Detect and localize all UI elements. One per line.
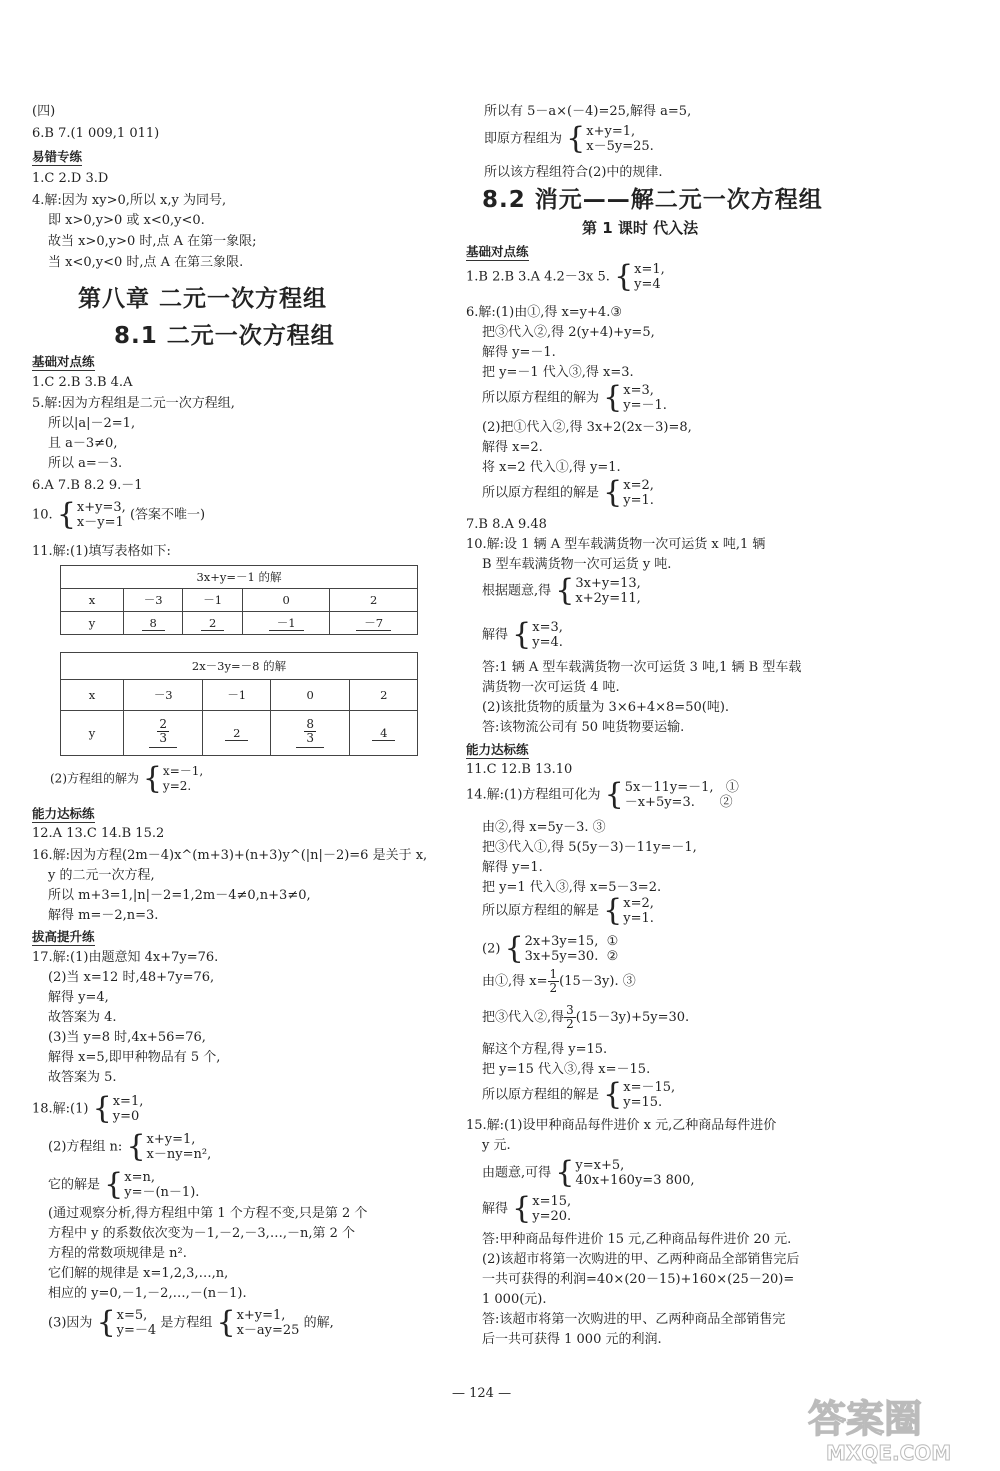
table-cell: －7 — [330, 612, 418, 635]
text: 14.解:(1)方程组可化为 — [466, 787, 601, 803]
watermark-logo — [806, 1392, 992, 1466]
answer-line — [482, 617, 563, 652]
answer-line: B 型车载满货物一次可运货 y 吨. — [482, 557, 672, 572]
answer-line: 相应的 y=0,－1,－2,…,－(n－1). — [48, 1286, 247, 1301]
answer-line: 把③代入②,得 2(y+4)+y=5, — [482, 325, 655, 340]
table-title: 3x+y=－1 的解 — [61, 566, 418, 589]
table-cell: 0 — [270, 680, 349, 711]
table-cell: －1 — [242, 612, 330, 635]
answer-line: 解得 m=－2,n=3. — [48, 908, 159, 923]
answer-line: 把 y=1 代入③,得 x=5－3=2. — [482, 880, 662, 895]
answer-line: 17.解:(1)由题意知 4x+7y=76. — [32, 950, 219, 965]
answer-line — [50, 761, 204, 796]
answer-line: 故当 x>0,y>0 时,点 A 在第一象限; — [48, 234, 257, 249]
answer-line — [482, 573, 641, 608]
table-cell: 8 — [124, 612, 183, 635]
table-cell: －1 — [183, 589, 242, 612]
answer-line: 它们解的规律是 x=1,2,3,…,n, — [48, 1266, 229, 1281]
equation-system: { x+y=1, x－ay=25 — [216, 1305, 300, 1340]
answer-line: 6.解:(1)由①,得 x=y+4.③ — [466, 305, 622, 320]
fraction: $\frac{3}{2}$ — [566, 1003, 574, 1031]
answer-line — [48, 1167, 200, 1202]
answer-line: 4.解:因为 xy>0,所以 x,y 为同号, — [32, 193, 227, 208]
table-cell: 0 — [242, 589, 330, 612]
section-heading: 基础对点练 — [466, 244, 529, 259]
answer-line: 16.解:因为方程(2m－4)x^(m+3)+(n+3)y^(|n|－2)=6 是关于 x, — [32, 848, 428, 863]
text: 把③代入②,得 — [482, 1010, 565, 1025]
table-cell: $\frac{2}{3}$ — [124, 711, 203, 756]
answer-line: (2)把①代入②,得 3x+2(2x－3)=8, — [482, 420, 692, 435]
equation: x+y=3, — [76, 500, 126, 515]
equation-system: { x+y=1, x－5y=25. — [566, 121, 654, 156]
page-number: — 124 — — [452, 1386, 512, 1401]
solution-table-2 — [60, 652, 418, 756]
text: 由①,得 x= — [482, 974, 548, 989]
section-label: (四) — [32, 104, 56, 119]
answer-line: 故答案为 4. — [48, 1010, 117, 1025]
table-header: x — [61, 680, 124, 711]
answer-line — [482, 1077, 676, 1112]
equation-system: { x=－1, y=2. — [142, 761, 204, 796]
equation-system: { x=3, y=4. — [512, 617, 563, 652]
answer-line: 解得 y=1. — [482, 860, 543, 875]
answer-line — [482, 968, 636, 996]
text: 的解, — [303, 1315, 334, 1331]
answer-line: 方程的常数项规律是 n². — [48, 1246, 187, 1261]
equation-system: { x=1, y=4 — [614, 259, 665, 294]
text: 根据题意,得 — [482, 583, 552, 599]
equation-system: { x=15, y=20. — [512, 1191, 572, 1226]
watermark-url: MXQE.COM — [826, 1441, 952, 1465]
answer-line: 1.C 2.B 3.B 4.A — [32, 375, 133, 390]
answer-line: (2)当 x=12 时,48+7y=76, — [48, 970, 215, 985]
section-title: 8.1 二元一次方程组 — [114, 323, 335, 349]
answer-line — [482, 380, 667, 415]
answer-line: 解得 x=2. — [482, 440, 543, 455]
table-header: y — [61, 711, 124, 756]
answer-line: 一共可获得的利润=40×(20－15)+160×(25－20)= — [482, 1272, 795, 1287]
answer-line: 答:该物流公司有 50 吨货物要运输. — [482, 720, 685, 735]
answer-line: 6.A 7.B 8.2 9.－1 — [32, 478, 143, 493]
table-cell: －3 — [124, 680, 203, 711]
chapter-title: 第八章 二元一次方程组 — [78, 286, 328, 312]
answer-line: 解得 y=4, — [48, 990, 109, 1005]
answer-line: 所以 m+3=1,|n|－2=1,2m－4≠0,n+3≠0, — [48, 888, 311, 903]
table-cell: 2 — [330, 589, 418, 612]
text: 由题意,可得 — [482, 1165, 552, 1181]
equation-system: { 5x－11y=－1, ① －x+5y=3. ② — [604, 777, 739, 812]
answer-line: 即 x>0,y>0 或 x<0,y<0. — [48, 213, 205, 228]
answer-line: 10.解:设 1 辆 A 型车载满货物一次可运货 x 吨,1 辆 — [466, 537, 766, 552]
answer-line — [466, 777, 739, 812]
answer-line — [482, 475, 654, 510]
section-heading: 基础对点练 — [32, 354, 95, 369]
answer-line: 方程中 y 的系数依次变为－1,－2,－3,…,－n,第 2 个 — [48, 1226, 355, 1241]
lesson-title: 第 1 课时 代入法 — [582, 219, 699, 237]
answer-line: 12.A 13.C 14.B 15.2 — [32, 826, 165, 841]
answer-line: y 的二元一次方程, — [48, 868, 155, 883]
answer-line: (3)当 y=8 时,4x+56=76, — [48, 1030, 206, 1045]
text: 所以原方程组的解是 — [482, 485, 600, 501]
answer-line — [32, 1091, 144, 1126]
answer-line — [484, 121, 654, 156]
answer-line: 把 y=－1 代入③,得 x=3. — [482, 365, 634, 380]
answer-line: 故答案为 5. — [48, 1070, 117, 1085]
answer-line: 且 a－3≠0, — [48, 436, 118, 451]
answer-line: 解得 x=5,即甲种物品有 5 个, — [48, 1050, 221, 1065]
equation-system: { x=1, y=0 — [92, 1091, 144, 1126]
answer-line: 答:1 辆 A 型车载满货物一次可运货 3 吨,1 辆 B 型车载 — [482, 660, 802, 675]
table-cell: 4 — [350, 711, 418, 756]
answer-line — [48, 1129, 212, 1164]
equation-system: { 2x+3y=15, ① 3x+5y=30. ② — [504, 931, 619, 966]
table-header: x — [61, 589, 124, 612]
answer-line: 当 x<0,y<0 时,点 A 在第三象限. — [48, 255, 244, 270]
answer-line: 1.C 2.D 3.D — [32, 171, 109, 186]
answer-line — [482, 1155, 695, 1190]
text: 1.B 2.B 3.A 4.2－3x 5. — [466, 269, 610, 285]
table-cell: $\frac{8}{3}$ — [270, 711, 349, 756]
text: 解得 — [482, 1201, 509, 1217]
table-cell: 2 — [183, 612, 242, 635]
answer-line: 答:甲种商品每件进价 15 元,乙种商品每件进价 20 元. — [482, 1232, 792, 1247]
answer-line: 5.解:因为方程组是二元一次方程组, — [32, 396, 235, 411]
equation-system: { x+y=1, x－ny=n², — [126, 1129, 212, 1164]
answer-line: 由②,得 x=5y－3. ③ — [482, 820, 606, 835]
text: 所以原方程组的解为 — [482, 390, 600, 406]
equation-system: { y=x+5, 40x+160y=3 800, — [555, 1155, 695, 1190]
table-title: 2x－3y=－8 的解 — [61, 653, 418, 680]
fraction: $\frac{1}{2}$ — [549, 967, 558, 995]
answer-line: 所以|a|－2=1, — [48, 416, 136, 431]
answer-line: 把 y=15 代入③,得 x=－15. — [482, 1062, 651, 1077]
equation-system: { x=－15, y=15. — [603, 1077, 676, 1112]
answer-line: 11.解:(1)填写表格如下: — [32, 544, 171, 559]
equation-system: { x=3, y=－1. — [603, 380, 667, 415]
answer-line: 解这个方程,得 y=15. — [482, 1042, 608, 1057]
answer-line: 6.B 7.(1 009,1 011) — [32, 126, 160, 141]
answer-line — [482, 1004, 689, 1032]
section-heading: 拔高提升练 — [32, 929, 95, 944]
answer-line: y 元. — [482, 1138, 511, 1153]
answer-line — [482, 1191, 572, 1226]
answer-line: 答:该超市将第一次购进的甲、乙两种商品全部销售完 — [482, 1312, 786, 1327]
section-heading: 易错专练 — [32, 149, 83, 164]
equation-system: { x+y=3, x－y=1 — [56, 497, 126, 532]
answer-line: 将 x=2 代入①,得 y=1. — [482, 460, 621, 475]
answer-line: 1 000(元). — [482, 1292, 547, 1307]
text: (15－3y)+5y=30. — [575, 1010, 690, 1025]
answer-line — [48, 1305, 334, 1340]
equation: x－y=1 — [76, 515, 124, 530]
text: 是方程组 — [160, 1315, 213, 1331]
answer-line: (通过观察分析,得方程组中第 1 个方程不变,只是第 2 个 — [48, 1206, 368, 1221]
text: 即原方程组为 — [484, 131, 563, 147]
watermark-text: 答案圈 — [808, 1397, 923, 1441]
answer-line: 把③代入①,得 5(5y－3)－11y=－1, — [482, 840, 697, 855]
answer-line: 11.C 12.B 13.10 — [466, 762, 573, 777]
text: (2)方程组 n: — [48, 1139, 123, 1155]
text: (3)因为 — [48, 1315, 93, 1331]
text: 解得 — [482, 627, 509, 643]
table-cell: 2 — [203, 711, 271, 756]
question-number: 10. — [32, 507, 53, 523]
equation-system: { x=n, y=－(n－1). — [104, 1167, 200, 1202]
text: 18.解:(1) — [32, 1101, 89, 1117]
text: (2) — [482, 941, 501, 957]
text: 所以原方程组的解是 — [482, 903, 600, 919]
answer-line: (2)该批货物的质量为 3×6+4×8=50(吨). — [482, 700, 730, 715]
table-cell: －3 — [124, 589, 183, 612]
text: (15－3y). ③ — [559, 974, 636, 989]
answer-line: 解得 y=－1. — [482, 345, 556, 360]
table-cell: －1 — [203, 680, 271, 711]
text: 所以原方程组的解是 — [482, 1087, 600, 1103]
answer-line: 7.B 8.A 9.48 — [466, 517, 547, 532]
table-cell: 2 — [350, 680, 418, 711]
answer-line: 后一共可获得 1 000 元的利润. — [482, 1332, 662, 1347]
equation-system: { 3x+y=13, x+2y=11, — [555, 573, 641, 608]
answer-line — [32, 497, 206, 532]
answer-line: 所以 a=－3. — [48, 456, 123, 471]
equation-system: { x=2, y=1. — [603, 475, 654, 510]
answer-line: 满货物一次可运货 4 吨. — [482, 680, 620, 695]
equation-system: { x=5, y=－4 — [96, 1305, 157, 1340]
answer-line — [466, 259, 665, 294]
answer-line — [482, 931, 619, 966]
note: (答案不唯一) — [129, 507, 206, 523]
answer-line: 15.解:(1)设甲种商品每件进价 x 元,乙种商品每件进价 — [466, 1118, 777, 1133]
section-heading: 能力达标练 — [32, 806, 95, 821]
text: 它的解是 — [48, 1177, 101, 1193]
answer-line: (2)该超市将第一次购进的甲、乙两种商品全部销售完后 — [482, 1252, 800, 1267]
equation-system: { x=2, y=1. — [603, 893, 654, 928]
text: (2)方程组的解为 — [50, 771, 139, 786]
answer-line — [482, 893, 654, 928]
section-heading: 能力达标练 — [466, 742, 529, 757]
answer-line: 所以有 5－a×(－4)=25,解得 a=5, — [484, 104, 692, 119]
section-title: 8.2 消元——解二元一次方程组 — [482, 187, 823, 213]
solution-table-1 — [60, 565, 418, 635]
answer-line: 所以该方程组符合(2)中的规律. — [484, 165, 663, 180]
table-header: y — [61, 612, 124, 635]
